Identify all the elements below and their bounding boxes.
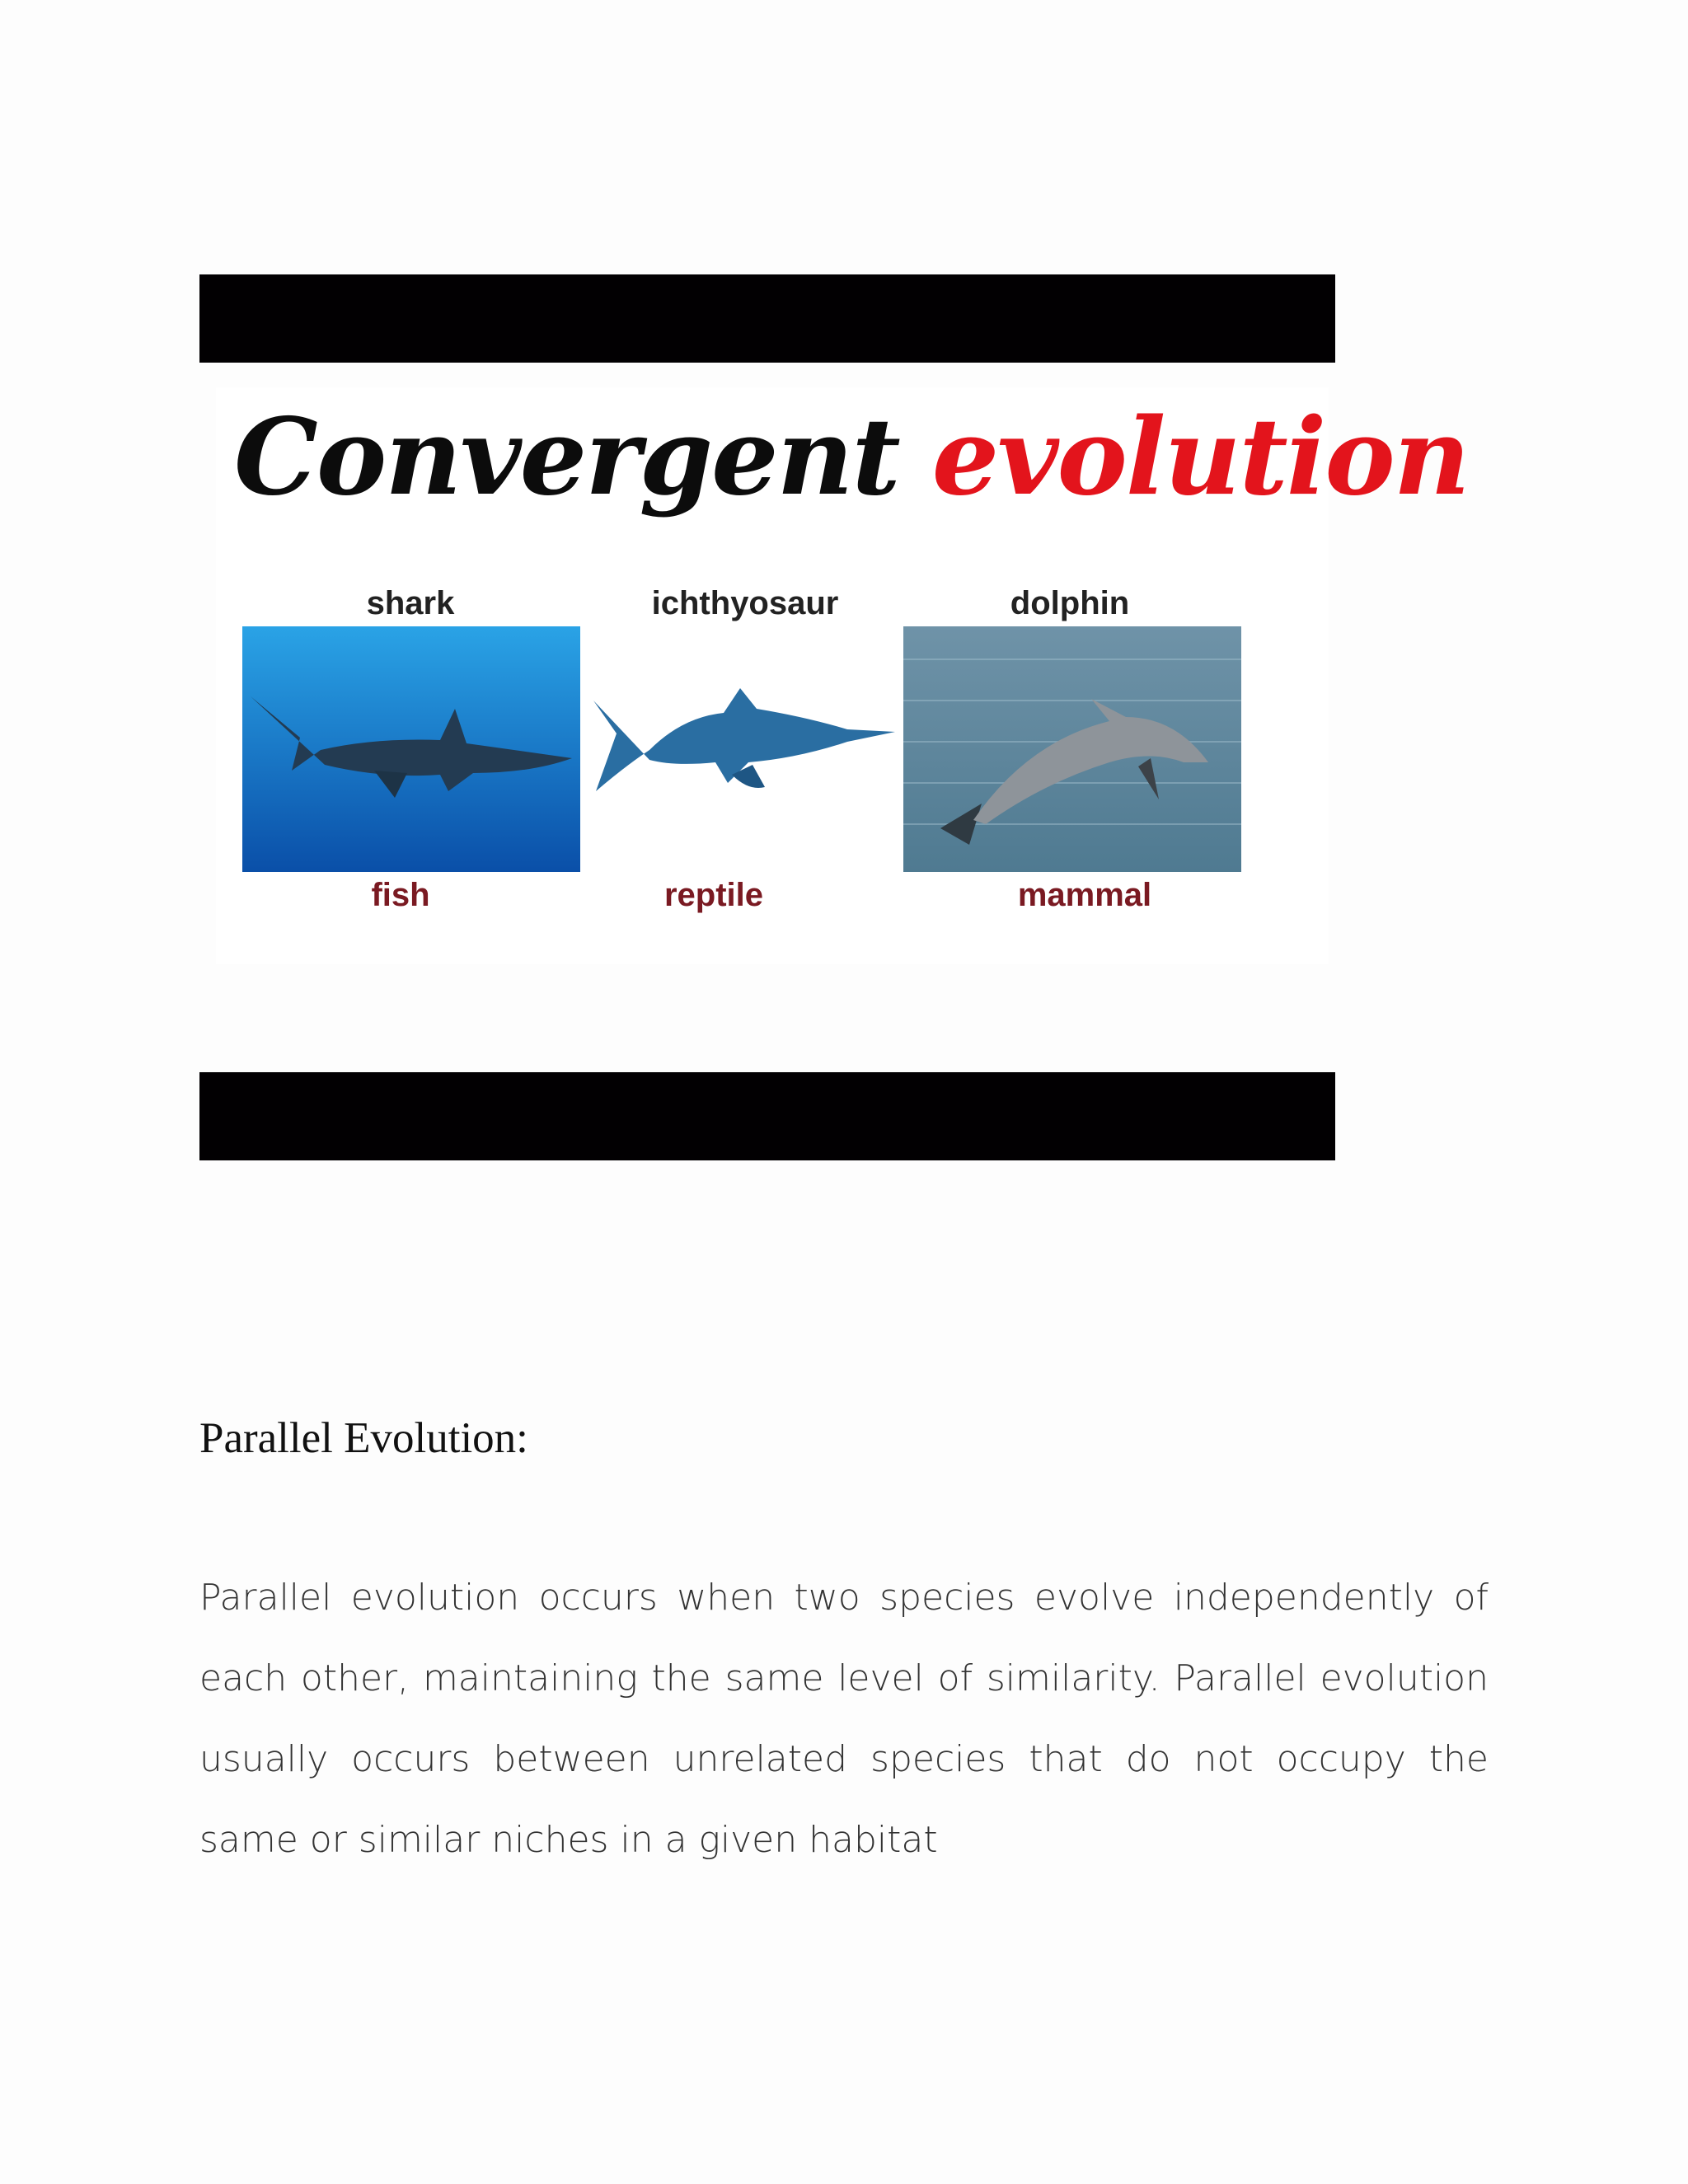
- animal-name-dolphin: dolphin: [1010, 585, 1130, 621]
- figure-title-word2: evolution: [931, 396, 1469, 519]
- animal-name-shark: shark: [366, 585, 455, 621]
- section-paragraph: Parallel evolution occurs when two species evolve independently of each other, maintaining the same level of similarity. Parallel evolution usually occurs between unrelated species that do not occupy the same or similar niches in a given habitat: [199, 1577, 1489, 1861]
- section-heading: Parallel Evolution:: [199, 1414, 528, 1462]
- shark-image: [242, 626, 580, 872]
- figure-title-word1: Convergent: [234, 396, 899, 519]
- redaction-bar-top: [199, 274, 1335, 363]
- redaction-bar-bottom: [199, 1072, 1335, 1160]
- animal-class-reptile: reptile: [663, 877, 764, 913]
- convergent-evolution-figure: [216, 387, 1469, 964]
- animal-class-mammal: mammal: [1017, 877, 1152, 913]
- animal-name-ichthyosaur: ichthyosaur: [651, 585, 839, 621]
- dolphin-image: [903, 626, 1241, 872]
- animal-class-fish: fish: [371, 877, 430, 913]
- figure-title: [234, 396, 1469, 519]
- ichthyosaur-image: [584, 626, 897, 872]
